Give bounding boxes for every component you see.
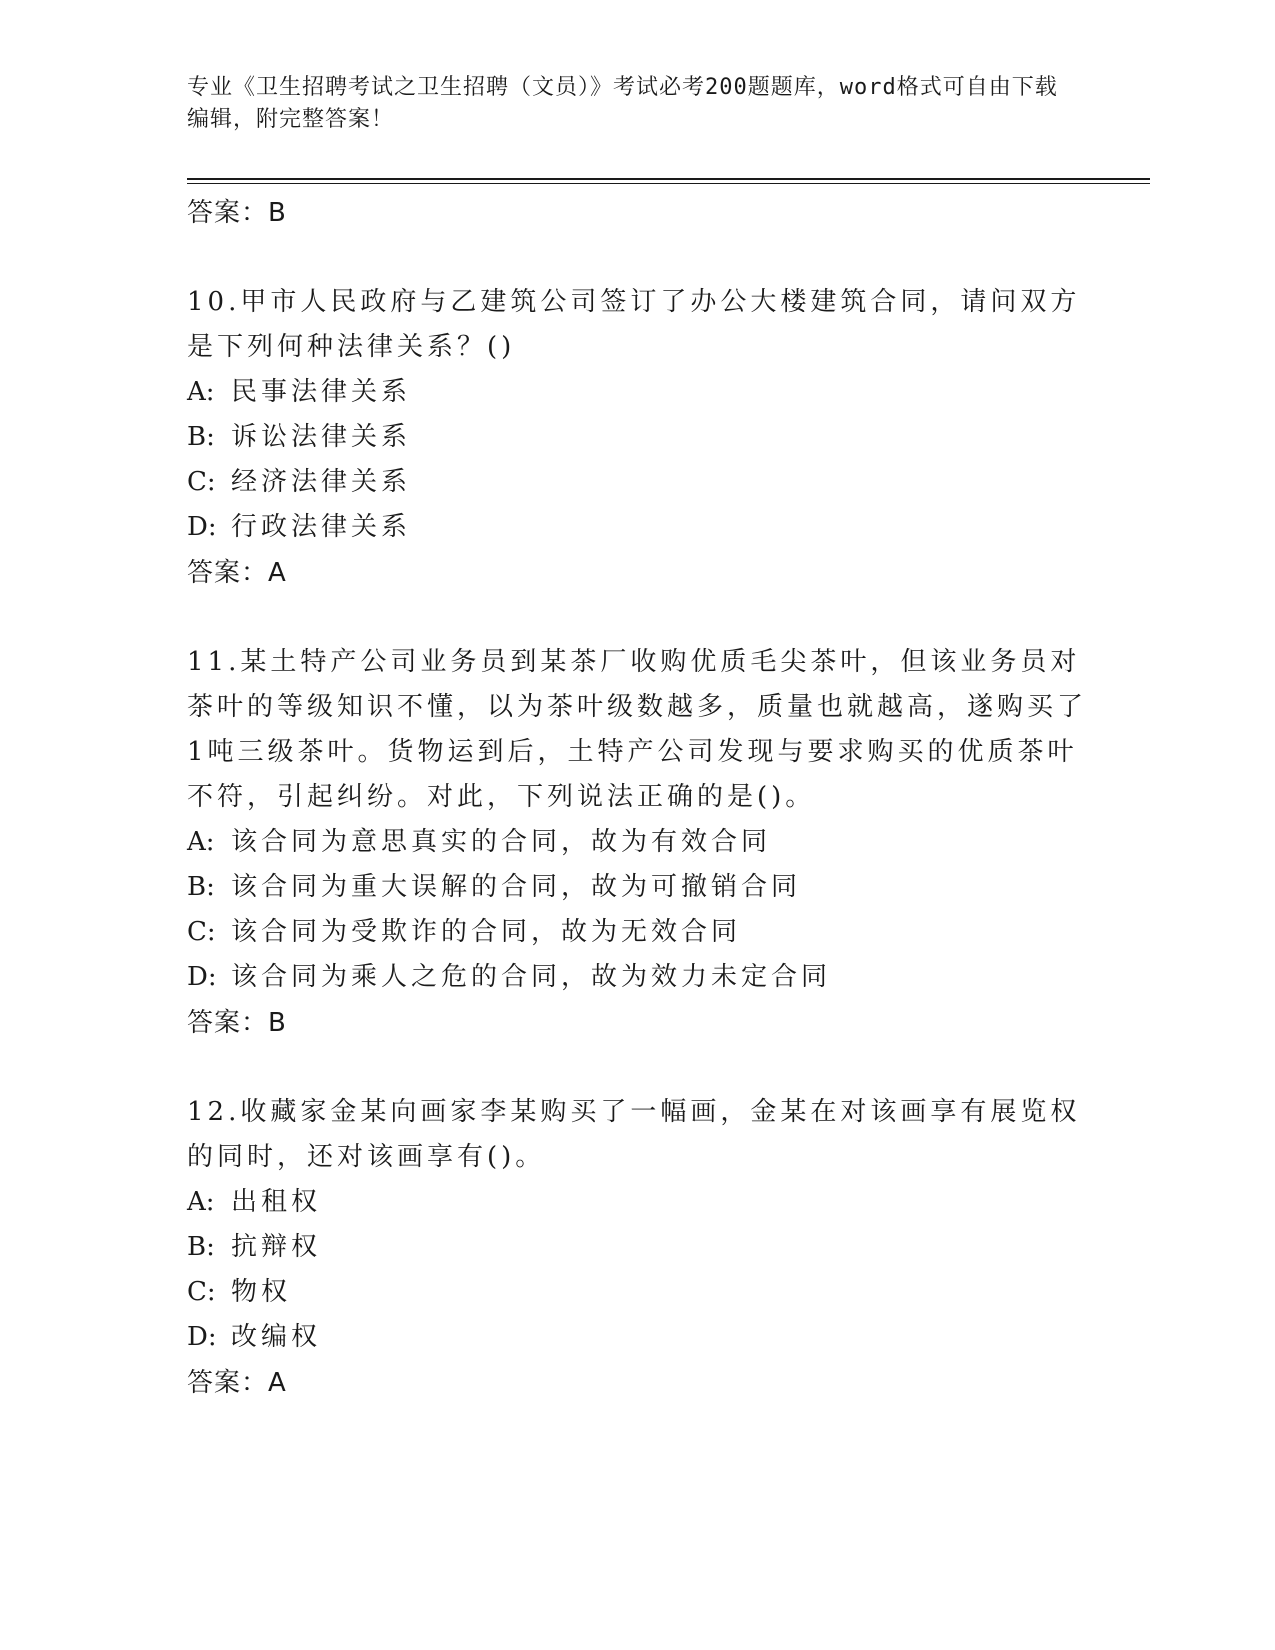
option-letter: A: [187,377,215,407]
option-b [187,1225,1087,1270]
option-b [187,415,1087,460]
option-text: 经济法律关系 [231,467,412,497]
option-text: 改编权 [231,1322,322,1352]
option-text: 抗辩权 [231,1232,322,1262]
option-c [187,910,1087,955]
question-12 [187,1090,1087,1406]
option-text: 行政法律关系 [231,512,412,542]
option-text: 该合同为重大误解的合同，故为可撤销合同 [231,872,802,902]
option-c [187,460,1087,505]
option-letter: B: [187,422,215,452]
question-stem: 12.收藏家金某向画家李某购买了一幅画，金某在对该画享有展览权的同时，还对该画享有()。 [187,1097,1081,1172]
option-letter: B: [187,872,215,902]
header-divider [187,178,1150,184]
option-text: 该合同为意思真实的合同，故为有效合同 [231,827,772,857]
question-stem: 10.甲市人民政府与乙建筑公司签订了办公大楼建筑合同，请问双方是下列何种法律关系？() [187,287,1081,362]
question-stem: 11.某土特产公司业务员到某茶厂收购优质毛尖茶叶，但该业务员对茶叶的等级知识不懂，以为茶叶级数越多，质量也就越高，遂购买了1吨三级茶叶。货物运到后，土特产公司发现与要求购买的优质茶叶不符，引起纠纷。对此，下列说法正确的是()。 [187,647,1088,812]
option-letter: A: [187,1187,215,1217]
option-text: 该合同为受欺诈的合同，故为无效合同 [231,917,742,947]
option-c [187,1270,1087,1315]
option-letter: D: [187,962,217,992]
option-letter: A: [187,827,215,857]
option-text: 物权 [231,1277,292,1307]
question-11 [187,640,1087,1046]
answer-line: 答案：B [187,198,287,228]
answer-line: 答案：A [187,558,287,588]
option-letter: B: [187,1232,215,1262]
option-b [187,865,1087,910]
option-d [187,955,1087,1000]
option-text: 民事法律关系 [231,377,412,407]
option-text: 诉讼法律关系 [231,422,412,452]
option-a [187,1180,1087,1225]
option-d [187,1315,1087,1360]
document-body [187,190,1087,1406]
answer-line: 答案：A [187,1368,287,1398]
option-a [187,820,1087,865]
option-letter: D: [187,512,217,542]
answer-line: 答案：B [187,1008,287,1038]
option-a [187,370,1087,415]
option-letter: D: [187,1322,217,1352]
option-text: 该合同为乘人之危的合同，故为效力未定合同 [231,962,832,992]
option-letter: C: [187,1277,216,1307]
option-letter: C: [187,467,216,497]
option-d [187,505,1087,550]
question-10 [187,280,1087,596]
option-text: 出租权 [231,1187,322,1217]
header-text: 专业《卫生招聘考试之卫生招聘（文员）》考试必考200题题库，word格式可自由下载编辑，附完整答案！ [187,75,1058,132]
page-header [187,72,1067,136]
option-letter: C: [187,917,216,947]
